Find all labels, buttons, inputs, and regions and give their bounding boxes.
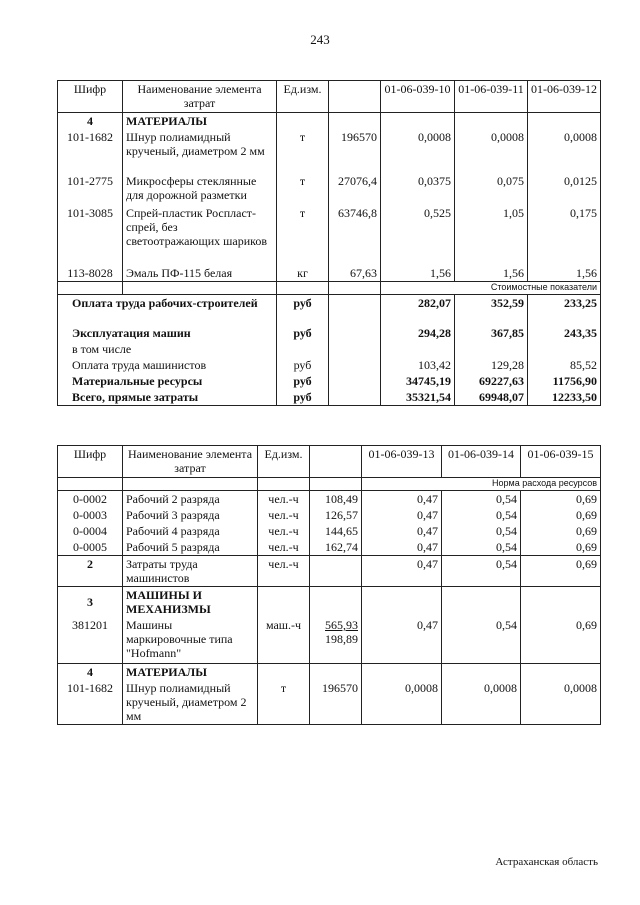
cell-value: 0,69 (521, 491, 601, 508)
cost-row (58, 341, 601, 357)
cell-price: 162,74 (310, 539, 362, 556)
cell-name: Рабочий 2 разряда (123, 491, 258, 508)
cell-value: 0,69 (521, 539, 601, 556)
cell-value: 0,0008 (381, 129, 455, 173)
header-code: Шифр (58, 446, 123, 478)
cell-value: 0,54 (442, 523, 521, 539)
cell-value: 0,54 (442, 507, 521, 523)
cost-unit: руб (277, 373, 329, 389)
cell-value: 0,69 (521, 523, 601, 539)
cost-row (58, 295, 601, 325)
cell-code: 0-0003 (58, 507, 123, 523)
cell-code: 101-2775 (58, 173, 123, 205)
cell-value: 0,47 (362, 491, 442, 508)
cell-code: 0-0004 (58, 523, 123, 539)
cost-row (58, 373, 601, 389)
section-row (58, 587, 601, 618)
machine-value: 0,47 (362, 617, 442, 663)
cell-price: 27076,4 (329, 173, 381, 205)
header-unit: Ед.изм. (277, 81, 329, 113)
cell-unit: т (258, 680, 310, 725)
section-title: МАТЕРИАЛЫ (123, 113, 277, 130)
cost-value: 367,85 (455, 325, 528, 341)
machine-name: Машины маркировочные типа "Hofmann" (123, 617, 258, 663)
cell-code: 0-0002 (58, 491, 123, 508)
resource-note: Норма расхода ресурсов (362, 478, 601, 491)
cost-value: 11756,90 (528, 373, 601, 389)
cell-code: 101-1682 (58, 680, 123, 725)
table-row (58, 491, 601, 508)
section-title: МАШИНЫ И МЕХАНИЗМЫ (123, 587, 258, 618)
cell-value: 0,175 (528, 205, 601, 265)
cell-price: 67,63 (329, 265, 381, 282)
machine-code: 381201 (58, 617, 123, 663)
section-title: МАТЕРИАЛЫ (123, 663, 258, 680)
section-number: 3 (58, 587, 123, 618)
cell-value: 0,47 (362, 523, 442, 539)
header-col3: 01-06-039-12 (528, 81, 601, 113)
resource-table-2 (57, 445, 601, 725)
header-col1: 01-06-039-13 (362, 446, 442, 478)
labor-code: 2 (58, 556, 123, 587)
labor-name: Затраты труда машинистов (123, 556, 258, 587)
cost-value: 352,59 (455, 295, 528, 325)
cost-note-row (58, 282, 601, 295)
cost-value: 85,52 (528, 357, 601, 373)
cell-value: 0,54 (442, 539, 521, 556)
labor-value: 0,47 (362, 556, 442, 587)
header-name: Наименование элемента затрат (123, 81, 277, 113)
cost-value (381, 341, 455, 357)
cost-value: 35321,54 (381, 389, 455, 406)
cell-code: 101-3085 (58, 205, 123, 265)
cell-value: 0,0375 (381, 173, 455, 205)
footer-region: Астраханская область (495, 856, 598, 868)
cost-value: 243,35 (528, 325, 601, 341)
cell-price: 126,57 (310, 507, 362, 523)
cost-row (58, 389, 601, 406)
cost-value: 103,42 (381, 357, 455, 373)
machine-row (58, 617, 601, 663)
section-row (58, 113, 601, 130)
cell-unit: т (277, 173, 329, 205)
machine-price (310, 617, 362, 663)
cost-name: Оплата труда машинистов (58, 357, 277, 373)
cell-value: 0,47 (362, 507, 442, 523)
cell-value: 0,525 (381, 205, 455, 265)
header-col2: 01-06-039-11 (455, 81, 528, 113)
cell-price: 144,65 (310, 523, 362, 539)
machine-unit: маш.-ч (258, 617, 310, 663)
cell-value: 0,69 (521, 507, 601, 523)
cell-unit: чел.-ч (258, 539, 310, 556)
cost-value: 233,25 (528, 295, 601, 325)
cost-unit (277, 341, 329, 357)
machine-value: 0,69 (521, 617, 601, 663)
cell-name: Рабочий 5 разряда (123, 539, 258, 556)
header-unit: Ед.изм. (258, 446, 310, 478)
cell-value: 0,54 (442, 491, 521, 508)
cost-name: Материальные ресурсы (58, 373, 277, 389)
cell-value: 0,0008 (528, 129, 601, 173)
cell-value: 0,0125 (528, 173, 601, 205)
cost-row (58, 325, 601, 341)
cost-unit: руб (277, 389, 329, 406)
cell-code: 0-0005 (58, 539, 123, 556)
cell-code: 101-1682 (58, 129, 123, 173)
cost-name: Всего, прямые затраты (58, 389, 277, 406)
table-row (58, 205, 601, 265)
cell-name: Микросферы стеклянные для дорожной разметки (123, 173, 277, 205)
header-col3: 01-06-039-15 (521, 446, 601, 478)
cell-value: 0,47 (362, 539, 442, 556)
labor-value: 0,54 (442, 556, 521, 587)
section-number: 4 (58, 663, 123, 680)
cost-value: 69227,63 (455, 373, 528, 389)
labor-row (58, 556, 601, 587)
cost-name: Эксплуатация машин (58, 325, 277, 341)
cell-unit: чел.-ч (258, 507, 310, 523)
table-row (58, 523, 601, 539)
table-header (58, 446, 601, 478)
cost-unit: руб (277, 357, 329, 373)
cost-name: Оплата труда рабочих-строителей (58, 295, 277, 325)
cell-code: 113-8028 (58, 265, 123, 282)
cost-value (455, 341, 528, 357)
page-number: 243 (310, 32, 330, 47)
cell-unit: чел.-ч (258, 491, 310, 508)
machine-value: 0,54 (442, 617, 521, 663)
cost-table-1 (57, 80, 601, 406)
cell-unit: кг (277, 265, 329, 282)
cell-price: 196570 (329, 129, 381, 173)
cost-value: 34745,19 (381, 373, 455, 389)
cell-name: Рабочий 4 разряда (123, 523, 258, 539)
table-row (58, 680, 601, 725)
cost-note: Стоимостные показатели (381, 282, 601, 295)
table-row (58, 265, 601, 282)
cell-unit: т (277, 129, 329, 173)
cell-price: 196570 (310, 680, 362, 725)
table-row (58, 129, 601, 173)
cell-value: 1,56 (381, 265, 455, 282)
cost-value: 294,28 (381, 325, 455, 341)
header-name: Наименование элемента затрат (123, 446, 258, 478)
cell-name: Рабочий 3 разряда (123, 507, 258, 523)
cost-unit: руб (277, 295, 329, 325)
cell-value: 0,0008 (442, 680, 521, 725)
cell-price: 108,49 (310, 491, 362, 508)
cost-value (528, 341, 601, 357)
table-header (58, 81, 601, 113)
cell-value: 0,0008 (362, 680, 442, 725)
cell-value: 0,0008 (521, 680, 601, 725)
cost-unit: руб (277, 325, 329, 341)
cost-value: 12233,50 (528, 389, 601, 406)
header-code: Шифр (58, 81, 123, 113)
labor-value: 0,69 (521, 556, 601, 587)
cost-value: 69948,07 (455, 389, 528, 406)
resource-note-row (58, 478, 601, 491)
cell-value: 1,05 (455, 205, 528, 265)
cost-value: 282,07 (381, 295, 455, 325)
header-col2: 01-06-039-14 (442, 446, 521, 478)
cell-unit: чел.-ч (258, 523, 310, 539)
cell-price: 63746,8 (329, 205, 381, 265)
labor-unit: чел.-ч (258, 556, 310, 587)
cell-name: Эмаль ПФ-115 белая (123, 265, 277, 282)
cell-name: Шнур полиамидный крученый, диаметром 2 мм (123, 680, 258, 725)
header-col1: 01-06-039-10 (381, 81, 455, 113)
cell-name: Спрей-пластик Роспласт-спрей, без светоотражающих шариков (123, 205, 277, 265)
cell-value: 0,075 (455, 173, 528, 205)
header-price (310, 446, 362, 478)
header-price (329, 81, 381, 113)
section-number: 4 (58, 113, 123, 130)
table-row (58, 173, 601, 205)
table-row (58, 539, 601, 556)
cell-value: 0,0008 (455, 129, 528, 173)
cell-value: 1,56 (528, 265, 601, 282)
cost-row (58, 357, 601, 373)
cell-value: 1,56 (455, 265, 528, 282)
machine-price-top: 565,93 (325, 618, 358, 632)
cell-unit: т (277, 205, 329, 265)
table-row (58, 507, 601, 523)
cell-name: Шнур полиамидный крученый, диаметром 2 мм (123, 129, 277, 173)
section-row (58, 663, 601, 680)
cost-name: в том числе (58, 341, 277, 357)
machine-price-bottom: 198,89 (325, 632, 358, 646)
cost-value: 129,28 (455, 357, 528, 373)
